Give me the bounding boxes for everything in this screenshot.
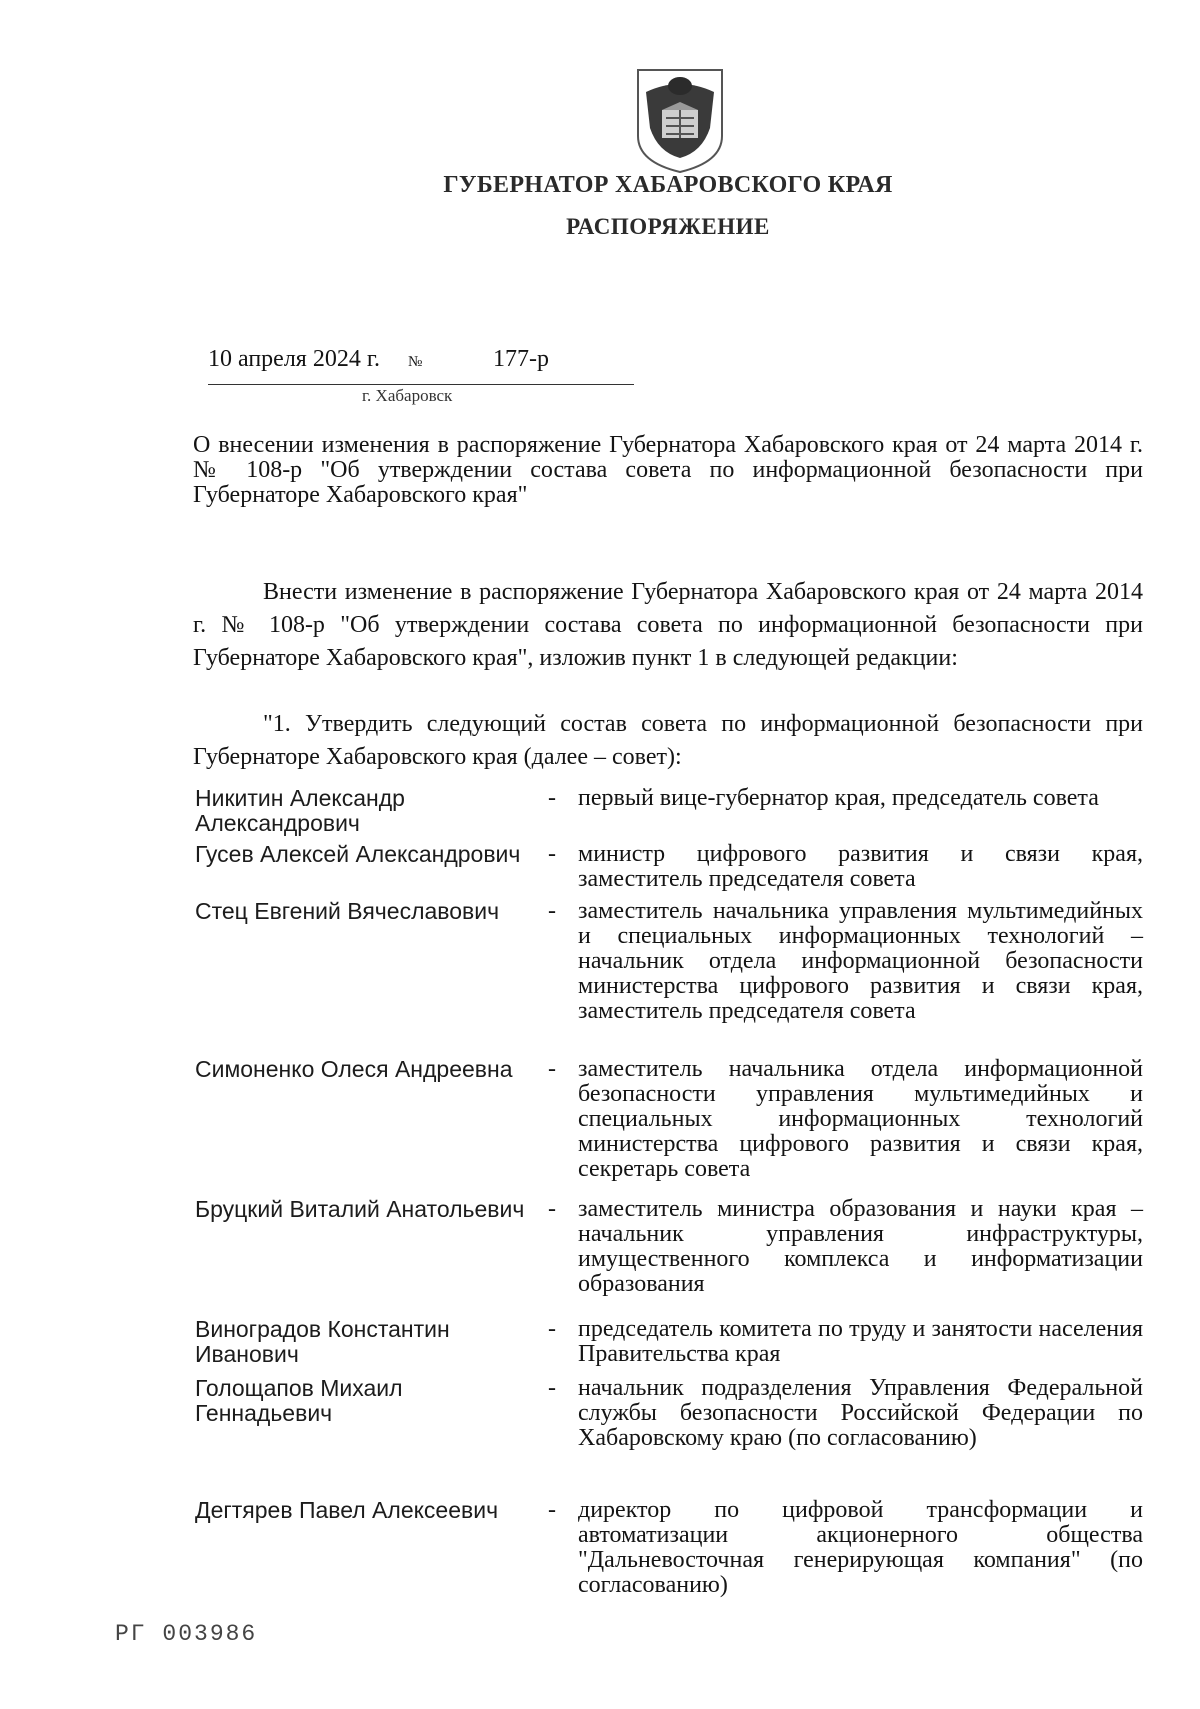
member-name: Стец Евгений Вячеславович (195, 898, 500, 924)
body-paragraph: Внести изменение в распоряжение Губернатора Хабаровского края от 24 марта 2014 г. № 108-р "Об утверждении состава совета по информационной безопасности при Губернаторе Хабаровского края", изложив пункт 1 в следующей редакции: (193, 579, 1143, 671)
registration-stamp: РГ 003986 (115, 1621, 258, 1647)
member-dash: - (548, 841, 556, 867)
document-type: РАСПОРЯЖЕНИЕ (566, 214, 770, 239)
member-role: начальник подразделения Управления Федеральной службы безопасности Российской Федерации по Хабаровскому краю (по согласованию) (578, 1375, 1143, 1451)
member-role: заместитель министра образования и науки края – начальник управления инфраструктуры, имущественного комплекса и информатизации образования (578, 1196, 1143, 1297)
member-dash: - (548, 1196, 556, 1222)
member-dash: - (548, 785, 556, 811)
coat-of-arms-icon (632, 66, 728, 176)
member-dash: - (548, 1497, 556, 1523)
member-dash: - (548, 898, 556, 924)
document-date: 10 апреля 2024 г. (208, 346, 380, 372)
member-role: директор по цифровой трансформации и автоматизации акционерного общества "Дальневосточная генерирующая компания" (по согласованию) (578, 1497, 1143, 1598)
member-row (195, 786, 1155, 842)
member-role: министр цифрового развития и связи края, заместитель председателя совета (578, 841, 1143, 892)
issue-city: г. Хабаровск (362, 386, 453, 405)
member-dash: - (548, 1056, 556, 1082)
member-row (195, 1376, 1155, 1498)
member-name: Никитин Александр Александрович (195, 785, 405, 836)
member-name: Виноградов Константин Иванович (195, 1316, 450, 1367)
member-dash: - (548, 1375, 556, 1401)
council-members-list (195, 786, 1155, 1602)
member-row (195, 1057, 1155, 1197)
document-number: 177-р (493, 346, 549, 372)
member-name: Бруцкий Виталий Анатольевич (195, 1196, 525, 1222)
clause-text: "1. Утвердить следующий состав совета по информационной безопасности при Губернаторе Хабаровского края (далее – совет): (193, 711, 1143, 770)
member-name: Дегтярев Павел Алексеевич (195, 1497, 499, 1523)
member-dash: - (548, 1316, 556, 1342)
number-sign: № (408, 354, 423, 370)
member-row (195, 1317, 1155, 1376)
member-name: Гусев Алексей Александрович (195, 841, 521, 867)
member-row (195, 1197, 1155, 1317)
member-row (195, 842, 1155, 899)
member-row (195, 899, 1155, 1057)
member-name: Голощапов Михаил Геннадьевич (195, 1375, 403, 1426)
document-subject: О внесении изменения в распоряжение Губернатора Хабаровского края от 24 марта 2014 г. № 108-р "Об утверждении состава совета по информационной безопасности при Губернаторе Хабаровского края" (193, 432, 1143, 508)
member-role: заместитель начальника отдела информационной безопасности управления мультимедийных и специальных информационных технологий министерства цифрового развития и связи края, секретарь совета (578, 1056, 1143, 1182)
member-role: заместитель начальника управления мультимедийных и специальных информационных технологий – начальник отдела информационной безопасности министерства цифрового развития и связи края, заместитель председателя совета (578, 898, 1143, 1024)
member-name: Симоненко Олеся Андреевна (195, 1056, 513, 1082)
member-role: первый вице-губернатор края, председатель совета (578, 785, 1099, 811)
member-role: председатель комитета по труду и занятости населения Правительства края (578, 1316, 1143, 1367)
issuing-authority: ГУБЕРНАТОР ХАБАРОВСКОГО КРАЯ (443, 172, 893, 198)
member-row (195, 1498, 1155, 1602)
date-number-line (208, 346, 634, 385)
